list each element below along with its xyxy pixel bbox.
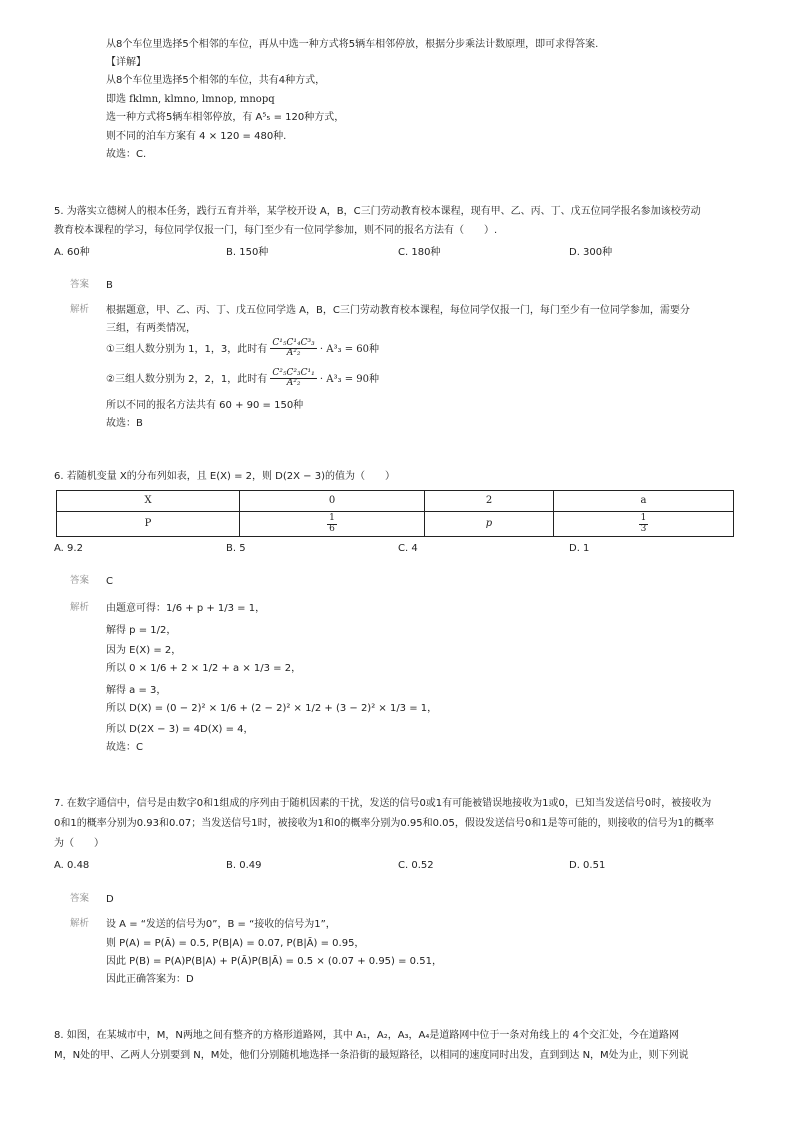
q5-answer-value: B xyxy=(106,280,113,291)
q6-analysis-line-5: 解得 a = 3， xyxy=(106,685,167,696)
q6-p0-denominator: 6 xyxy=(329,523,335,534)
q5-option-b: B. 150种 xyxy=(226,247,269,258)
q7-answer-value: D xyxy=(106,894,114,905)
q8-stem-line-1: 8. 如图，在某城市中，M，N两地之间有整齐的方格形道路网，其中 A₁，A₂，A₃，A₄是道路网中位于一条对角线上的 4个交汇处，今在道路网 xyxy=(54,1030,679,1041)
q6-stem: 6. 若随机变量 X的分布列如表，且 E(X) = 2，则 D(2X − 3)的值为（ ） xyxy=(54,471,395,482)
q7-option-c: C. 0.52 xyxy=(398,860,434,871)
q6-cell-x-0: 0 xyxy=(240,491,425,512)
detail-label: 【详解】 xyxy=(106,57,146,68)
q5-stem-line-2: 教育校本课程的学习，每位同学仅报一门，每门至少有一位同学参加，则不同的报名方法有（ ）. xyxy=(54,225,498,236)
q7-stem-line-3: 为（ ） xyxy=(54,838,104,849)
q5-answer-label: 答案 xyxy=(70,279,90,290)
q6-analysis-label: 解析 xyxy=(70,602,90,613)
q7-option-d: D. 0.51 xyxy=(569,860,606,871)
q5-case1-result: · A³₃ = 60种 xyxy=(319,343,379,355)
prev-solution-line-4: 选一种方式将5辆车相邻停放，有 A⁵₅ = 120种方式， xyxy=(106,112,345,123)
q5-case2-text: ②三组人数分别为 2，2，1，此时有 xyxy=(106,373,268,385)
prev-solution-line-2: 从8个车位里选择5个相邻的车位，共有4种方式， xyxy=(106,75,326,86)
q6-cell-x-a: a xyxy=(554,491,734,512)
q5-option-a: A. 60种 xyxy=(54,247,90,258)
q6-pa-denominator: 3 xyxy=(640,523,647,534)
q5-analysis-line-2: 三组，有两类情况， xyxy=(106,323,196,334)
q6-cell-p-label: P xyxy=(57,512,240,537)
q7-stem-line-2: 0和1的概率分别为0.93和0.07；当发送信号1时，被接收为1和0的概率分别为0.95和0.05，假设发送信号0和1是等可能的，则接收的信号为1的概率 xyxy=(54,818,714,829)
q6-p0-numerator: 1 xyxy=(329,513,335,524)
q5-case2-fraction xyxy=(270,369,316,389)
q6-analysis-line-6: 所以 D(X) = (0 − 2)² × 1/6 + (2 − 2)² × 1/2 + (3 − 2)² × 1/3 = 1， xyxy=(106,703,438,714)
q8-stem-line-2: M，N处的甲、乙两人分别要到 N，M处，他们分别随机地选择一条沿街的最短路径，以相同的速度同时出发，直到到达 N，M处为止，则下列说 xyxy=(54,1050,689,1061)
prev-solution-line-3: 即选 fklmn, klmno, lmnop, mnopq xyxy=(106,94,275,105)
q6-cell-p-a xyxy=(554,512,734,537)
prev-solution-line-6: 故选：C. xyxy=(106,149,147,160)
q5-case1-denominator: A²₂ xyxy=(286,348,301,359)
q6-analysis-line-8: 故选：C xyxy=(106,742,143,753)
q6-distribution-table xyxy=(56,490,734,537)
q5-case2-result: · A³₃ = 90种 xyxy=(319,373,379,385)
q7-analysis-line-3: 因此 P(B) = P(A)P(B|A) + P(Ā)P(B|Ā) = 0.5 × (0.07 + 0.95) = 0.51， xyxy=(106,956,442,967)
q5-option-d: D. 300种 xyxy=(569,247,613,258)
prev-solution-line-1: 从8个车位里选择5个相邻的车位，再从中选一种方式将5辆车相邻停放，根据分步乘法计数原理，即可求得答案. xyxy=(106,39,599,50)
q7-option-a: A. 0.48 xyxy=(54,860,90,871)
q7-answer-label: 答案 xyxy=(70,893,90,904)
q5-case2-numerator: C²₅C²₃C¹₁ xyxy=(272,368,315,378)
prev-solution-line-5: 则不同的泊车方案有 4 × 120 = 480种. xyxy=(106,131,287,142)
q5-stem-line-1: 5. 为落实立德树人的根本任务，践行五育并举，某学校开设 A，B，C三门劳动教育校本课程，现有甲、乙、丙、丁、戊五位同学报名参加该校劳动 xyxy=(54,206,701,217)
q7-stem-line-1: 7. 在数字通信中，信号是由数字0和1组成的序列由于随机因素的干扰，发送的信号0或1有可能被错误地接收为1或0，已知当发送信号0时，被接收为 xyxy=(54,798,712,809)
q6-table-row-p xyxy=(57,512,734,537)
q5-option-c: C. 180种 xyxy=(398,247,441,258)
q5-analysis-label: 解析 xyxy=(70,304,90,315)
q7-option-b: B. 0.49 xyxy=(226,860,262,871)
q6-cell-x-2: 2 xyxy=(425,491,554,512)
q6-cell-p-0 xyxy=(240,512,425,537)
q6-analysis-line-1: 由题意可得：1/6 + p + 1/3 = 1， xyxy=(106,603,266,614)
q5-analysis-case-2 xyxy=(106,369,379,389)
q6-pa-numerator: 1 xyxy=(640,513,647,524)
q5-analysis-case-1 xyxy=(106,339,379,359)
q5-analysis-line-5: 所以不同的报名方法共有 60 + 90 = 150种 xyxy=(106,400,304,411)
q7-analysis-line-1: 设 A = “发送的信号为0”，B = “接收的信号为1”， xyxy=(106,919,336,930)
q7-analysis-line-2: 则 P(A) = P(Ā) = 0.5, P(B|A) = 0.07, P(B|Ā) = 0.95， xyxy=(106,938,365,949)
q6-analysis-line-7: 所以 D(2X − 3) = 4D(X) = 4， xyxy=(106,724,254,735)
q6-option-c: C. 4 xyxy=(398,543,418,554)
q6-cell-p-2: p xyxy=(425,512,554,537)
q6-analysis-line-3: 因为 E(X) = 2， xyxy=(106,645,182,656)
q5-analysis-line-1: 根据题意，甲、乙、丙、丁、戊五位同学选 A，B，C三门劳动教育校本课程，每位同学仅报一门，每门至少有一位同学参加，需要分 xyxy=(106,305,690,316)
q5-case1-numerator: C¹₅C¹₄C³₃ xyxy=(272,338,315,348)
q6-answer-value: C xyxy=(106,576,113,587)
q5-case2-denominator: A²₂ xyxy=(286,378,301,389)
q7-analysis-line-4: 因此正确答案为：D xyxy=(106,974,194,985)
q7-analysis-label: 解析 xyxy=(70,918,90,929)
q5-case1-text: ①三组人数分别为 1，1，3，此时有 xyxy=(106,343,268,355)
q6-analysis-line-4: 所以 0 × 1/6 + 2 × 1/2 + a × 1/3 = 2， xyxy=(106,663,302,674)
q6-option-b: B. 5 xyxy=(226,543,246,554)
q6-table-row-x xyxy=(57,491,734,512)
q6-answer-label: 答案 xyxy=(70,575,90,586)
q6-option-d: D. 1 xyxy=(569,543,590,554)
q5-case1-fraction xyxy=(270,339,316,359)
q6-analysis-line-2: 解得 p = 1/2， xyxy=(106,625,177,636)
q6-option-a: A. 9.2 xyxy=(54,543,83,554)
q6-cell-x-label: X xyxy=(57,491,240,512)
q5-analysis-line-6: 故选：B xyxy=(106,418,143,429)
